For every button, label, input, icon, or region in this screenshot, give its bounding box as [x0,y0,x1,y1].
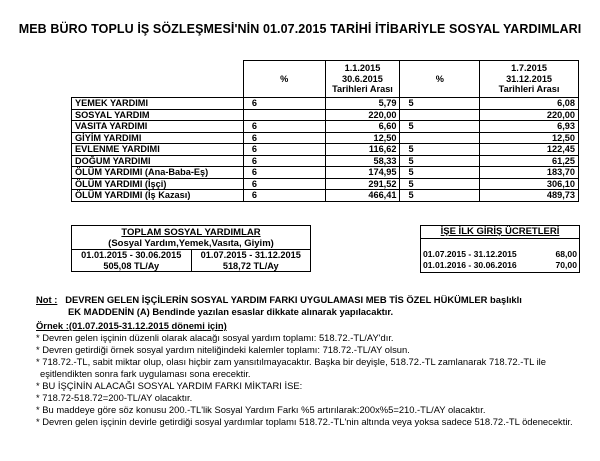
value-2-cell: 306,10 [480,178,579,190]
entry-wage-period: 01.01.2016 - 30.06.2016 [423,259,517,270]
header-period-1 [325,61,400,98]
notes-section [36,294,596,428]
total-benefits-title: TOPLAM SOSYAL YARDIMLAR [121,227,261,238]
pct-1-cell: 6 [243,155,325,167]
total-period-1 [72,250,192,272]
value-2-cell: 122,45 [480,144,579,156]
table-row [72,98,579,110]
total-social-benefits-box [71,225,311,272]
table-row [72,144,579,156]
benefit-label: YEMEK YARDIMI [72,98,244,110]
entry-wages-title: İŞE İLK GİRİŞ ÜCRETLERİ [421,226,579,239]
total-benefits-subtitle: (Sosyal Yardım,Yemek,Vasıta, Giyim) [108,238,274,249]
table-row [72,132,579,144]
pct-2-cell: 5 [400,155,480,167]
entry-wages-box [420,225,580,273]
example-heading: Örnek :(01.07.2015-31.12.2015 dönemi için) [36,320,227,331]
note-item: eşitlendikten sonra fark uygulaması sona erecektir. [40,368,251,379]
table-row [72,121,579,133]
pct-1-cell: 6 [243,167,325,179]
benefit-label: ÖLÜM YARDIMI (İş Kazası) [72,190,244,202]
pct-1-cell: 6 [243,121,325,133]
value-1-cell: 466,41 [325,190,400,202]
value-1-cell: 6,60 [325,121,400,133]
total-period-2-dates: 01.07.2015 - 31.12.2015 [200,250,301,260]
value-2-cell: 12,50 [480,132,579,144]
header-period-2-end: 31.12.2015 [506,73,553,84]
header-period-1-start: 1.1.2015 [344,63,381,74]
note-item: * Devren gelen işçinin devirle getirdiği sosyal yardımlar toplamı 518.72.-TL'nin altında veya yoksa sadece 518.72.-TL ödenecektir. [36,416,573,427]
value-1-cell: 5,79 [325,98,400,110]
empty-header-cell [72,61,244,98]
value-2-cell: 489,73 [480,190,579,202]
table-row [72,190,579,202]
pct-2-cell [400,132,480,144]
note-line-1: DEVREN GELEN İŞÇİLERİN SOSYAL YARDIM FARKI UYGULAMASI MEB TİS ÖZEL HÜKÜMLER başlıklı [65,294,522,305]
benefit-label: VASITA YARDIMI [72,121,244,133]
value-1-cell: 291,52 [325,178,400,190]
value-1-cell: 12,50 [325,132,400,144]
value-1-cell: 174,95 [325,167,400,179]
entry-wage-row [421,249,579,260]
benefit-label: ÖLÜM YARDIMI (İşçi) [72,178,244,190]
entry-wages-table [421,249,579,270]
pct-1-cell: 6 [243,98,325,110]
table-row [72,167,579,179]
header-period-1-end: 30.6.2015 [342,73,383,84]
total-period-1-value: 505,08 TL/Ay [103,260,160,271]
note-item: * Devren getirdiği örnek sosyal yardım niteliğindeki kalemler toplamı: 718.72.-TL/AY olsun. [36,344,410,355]
benefit-label: EVLENME YARDIMI [72,144,244,156]
total-period-1-dates: 01.01.2015 - 30.06.2015 [81,250,182,260]
header-period-2-start: 1.7.2015 [511,63,547,74]
pct-1-cell: 6 [243,178,325,190]
pct-1-cell [243,109,325,121]
entry-wage-value: 68,00 [555,249,577,259]
note-item: * BU İŞÇİNİN ALACAĞI SOSYAL YARDIM FARKI MİKTARI İSE: [36,380,303,391]
note-item: * Devren gelen işçinin düzenli olarak alacağı sosyal yardım toplamı: 518.72.-TL/AY'dır. [36,332,394,343]
pct-1-cell: 6 [243,132,325,144]
header-period-2 [480,61,579,98]
benefit-label: ÖLÜM YARDIMI (Ana-Baba-Eş) [72,167,244,179]
pct-2-cell: 5 [400,190,480,202]
pct-1-cell: 6 [243,190,325,202]
pct-2-cell: 5 [400,98,480,110]
value-1-cell: 116,62 [325,144,400,156]
pct-2-cell: 5 [400,144,480,156]
value-2-cell: 61,25 [480,155,579,167]
pct-2-cell: 5 [400,121,480,133]
value-2-cell: 6,93 [480,121,579,133]
header-pct-2: % [400,61,480,98]
note-line-2: EK MADDENİN (A) Bendinde yazılan esaslar dikkate alınarak yapılacaktır. [68,306,394,317]
document-title: MEB BÜRO TOPLU İŞ SÖZLEŞMESİ'NİN 01.07.2015 TARİHİ İTİBARİYLE SOSYAL YARDIMLARI [18,22,582,36]
pct-1-cell: 6 [243,144,325,156]
entry-wage-period: 01.07.2015 - 31.12.2015 [423,249,517,259]
value-2-cell: 220,00 [480,109,579,121]
note-item: * Bu maddeye göre söz konusu 200.-TL'lik Sosyal Yardım Farkı %5 artırılarak:200x%5=210.-TL/AY olacaktır. [36,404,486,415]
benefit-label: SOSYAL YARDIM [72,109,244,121]
benefit-label: DOĞUM YARDIMI [72,155,244,167]
entry-wage-row [421,260,579,271]
header-pct-1: % [243,61,325,98]
pct-2-cell: 5 [400,178,480,190]
value-2-cell: 183,70 [480,167,579,179]
pct-2-cell: 5 [400,167,480,179]
table-row [72,155,579,167]
header-period-1-label: Tarihleri Arası [332,84,393,95]
note-item: * 718.72.-TL, sabit miktar olup, olası hiçbir zam yansıtılmayacaktır. Başka bir deyişle, 518.72.-TL zamlanarak 718.72.-TL ile [36,356,546,367]
value-1-cell: 220,00 [325,109,400,121]
value-2-cell: 6,08 [480,98,579,110]
header-period-2-label: Tarihleri Arası [498,84,560,95]
benefit-label: GİYİM YARDIMI [72,132,244,144]
total-period-2-value: 518,72 TL/Ay [222,260,279,271]
pct-2-cell [400,109,480,121]
social-benefits-table [71,60,579,202]
table-header-row [72,61,579,98]
note-item: * 718.72-518.72=200-TL/AY olacaktır. [36,392,193,403]
table-row [72,109,579,121]
entry-wage-value: 70,00 [555,259,577,270]
note-label: Not : [36,294,58,305]
value-1-cell: 58,33 [325,155,400,167]
table-row [72,178,579,190]
total-period-2 [191,250,311,272]
